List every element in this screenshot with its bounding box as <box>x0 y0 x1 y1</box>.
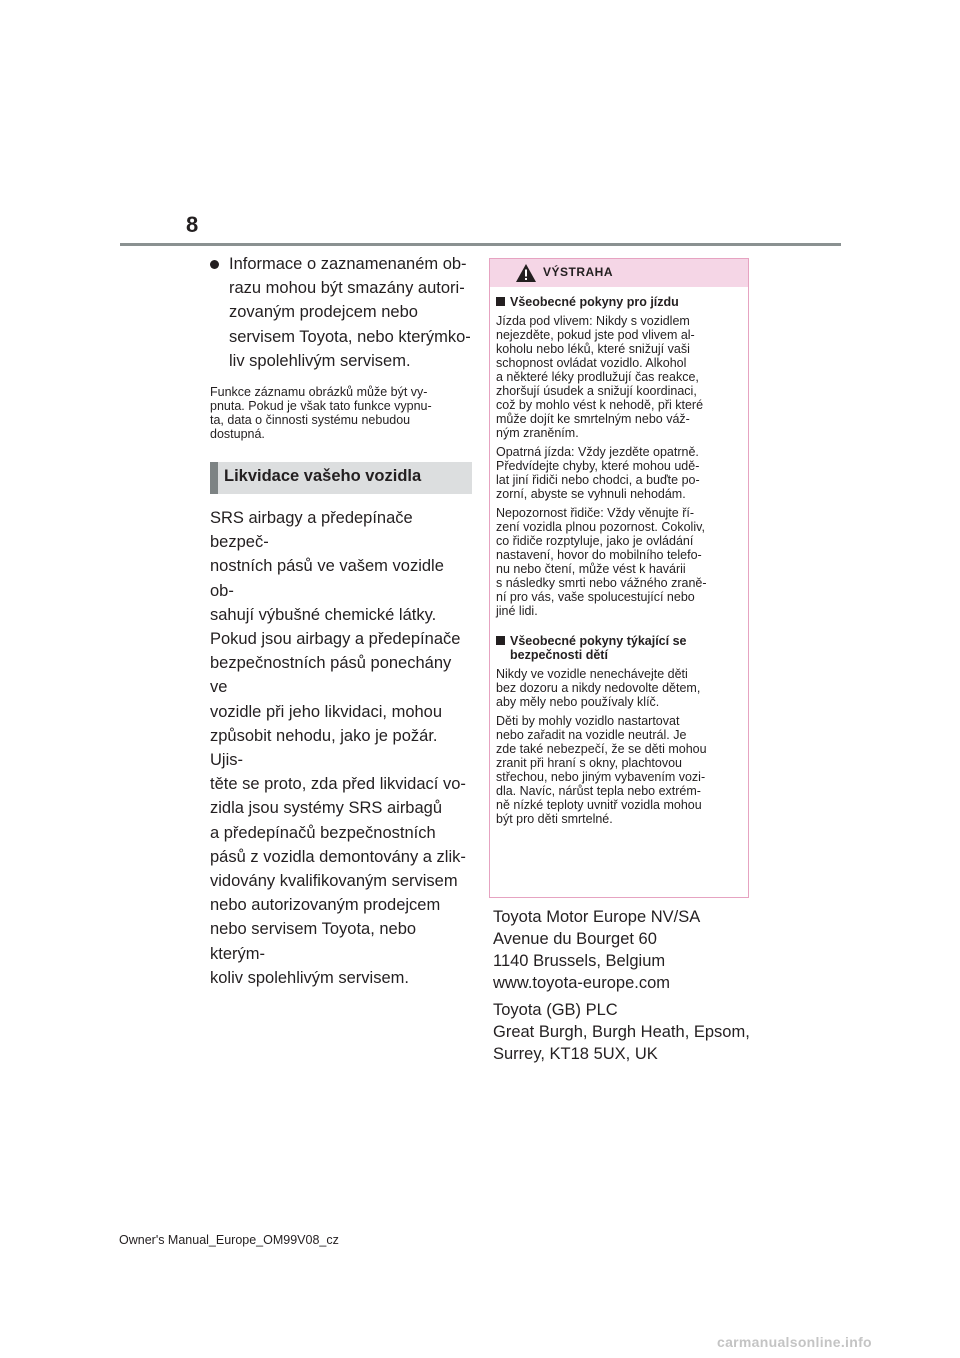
warning-line: jiné lidi. <box>496 604 538 618</box>
warning-line: ným zraněním. <box>496 426 579 440</box>
body-line: a předepínačů bezpečnostních <box>210 823 436 842</box>
body-line: vozidle při jeho likvidaci, mohou <box>210 702 443 721</box>
body-line: nebo servisem Toyota, nebo kterým- <box>210 920 417 963</box>
warning-line: nu nebo čtení, může vést k havárii <box>496 562 686 576</box>
warning-paragraph <box>496 667 742 709</box>
warning-line: schopnost ovládat vozidlo. Alkohol <box>496 356 687 370</box>
address-line: 1140 Brussels, Belgium <box>493 952 666 970</box>
footer-text: Owner's Manual_Europe_OM99V08_cz <box>119 1233 339 1247</box>
body-line: SRS airbagy a předepínače bezpeč- <box>210 509 413 552</box>
section-title: Likvidace vašeho vozidla <box>224 467 422 486</box>
disposal-paragraph <box>210 506 472 990</box>
note-line: dostupná. <box>210 427 265 442</box>
warning-line: což by mohlo vést k nehodě, při které <box>496 398 704 412</box>
address-line: Great Burgh, Burgh Heath, Epsom, <box>493 1023 750 1041</box>
warning-paragraph <box>496 714 742 826</box>
warning-line: být pro děti smrtelné. <box>496 812 613 826</box>
note-line: Funkce záznamu obrázků může být vy- <box>210 385 428 400</box>
warning-line: Jízda pod vlivem: Nikdy s vozidlem <box>496 314 690 328</box>
page-number: 8 <box>186 212 199 237</box>
warning-paragraph <box>496 445 742 501</box>
warning-content <box>490 287 748 826</box>
bullet-item <box>210 252 472 373</box>
body-line: nebo autorizovaným prodejcem <box>210 896 441 915</box>
bullet-dot-icon <box>210 260 219 269</box>
bullet-line: servisem Toyota, nebo kterýmko- <box>229 327 471 346</box>
warning-line: zde také nebezpečí, že se děti mohou <box>496 742 707 756</box>
body-line: koliv spolehlivým servisem. <box>210 968 409 987</box>
warning-box <box>489 258 749 898</box>
warning-line: aby měly nebo používaly klíč. <box>496 695 660 709</box>
body-line: nostních pásů ve vašem vozidle ob- <box>210 557 444 600</box>
address-block <box>493 906 763 1065</box>
warning-line: zení vozidla plnou pozornost. Cokoliv, <box>496 520 705 534</box>
note-line: ta, data o činnosti systému nebudou <box>210 413 411 428</box>
warning-subheading-children <box>496 634 742 662</box>
warning-line: lat jiní řidiči nebo chodci, a buďte po- <box>496 473 700 487</box>
warning-line: nejezděte, pokud jste pod vlivem al- <box>496 328 695 342</box>
note-paragraph <box>210 385 472 441</box>
left-column <box>210 252 472 990</box>
bullet-line: razu mohou být smazány autori- <box>229 279 465 298</box>
warning-line: bez dozoru a nikdy nedovolte dětem, <box>496 681 701 695</box>
bullet-line: Informace o zaznamenaném ob- <box>229 255 467 273</box>
body-line: těte se proto, zda před likvidací vo- <box>210 775 466 794</box>
warning-triangle-icon <box>515 263 537 283</box>
warning-subheading-driving <box>496 295 742 309</box>
address-line: Avenue du Bourget 60 <box>493 930 657 948</box>
warning-line: Nepozornost řidiče: Vždy věnujte ří- <box>496 506 695 520</box>
header-rule <box>120 243 841 246</box>
body-line: sahují výbušné chemické látky. <box>210 605 437 624</box>
warning-line: s následky smrti nebo vážného zraně- <box>496 576 707 590</box>
warning-line: zhoršují úsudek a snižují koordinaci, <box>496 384 697 398</box>
bullet-line: zovaným prodejcem nebo <box>229 303 418 322</box>
warning-line: Děti by mohly vozidlo nastartovat <box>496 714 680 728</box>
address-line: Toyota (GB) PLC <box>493 1001 618 1019</box>
warning-line: nastavení, hovor do mobilního telefo- <box>496 548 702 562</box>
section-heading <box>210 462 472 494</box>
body-line: způsobit nehodu, jako je požár. Ujis- <box>210 726 438 770</box>
warning-line: Opatrná jízda: Vždy jezděte opatrně. <box>496 445 699 459</box>
warning-line: co řidiče rozptyluje, jako je ovládání <box>496 534 694 548</box>
note-line: pnuta. Pokud je však tato funkce vypnu- <box>210 399 432 414</box>
section-heading-bar <box>210 462 218 494</box>
body-line: vidovány kvalifikovaným servisem <box>210 872 458 891</box>
warning-line: ně nízké teploty uvnitř vozidla mohou <box>496 798 702 812</box>
warning-line: koholu nebo léků, které snižují vaši <box>496 342 690 356</box>
subheading-line: Všeobecné pokyny týkající se <box>510 634 687 648</box>
subheading-line: bezpečnosti dětí <box>510 648 608 662</box>
body-line: pásů z vozidla demontovány a zlik- <box>210 847 466 866</box>
address-line: Toyota Motor Europe NV/SA <box>493 908 701 926</box>
warning-line: střechou, nebo jiným vybavením vozi- <box>496 770 706 784</box>
warning-title: VÝSTRAHA <box>543 265 614 279</box>
warning-line: nebo zařadit na vozidle neutrál. Je <box>496 728 687 742</box>
body-line: zidla jsou systémy SRS airbagů <box>210 799 443 818</box>
body-line: bezpečnostních pásů ponechány ve <box>210 654 452 697</box>
warning-paragraph <box>496 506 742 618</box>
square-bullet-icon <box>496 636 505 645</box>
watermark: carmanualsonline.info <box>717 1334 872 1350</box>
warning-line: zranit při hraní s okny, plachtovou <box>496 756 682 770</box>
warning-line: zorní, abyste se vyhnuli nehodám. <box>496 487 686 501</box>
warning-line: a některé léky prodlužují čas reakce, <box>496 370 699 384</box>
square-bullet-icon <box>496 297 505 306</box>
warning-line: může dojít ke smrtelným nebo váž- <box>496 412 690 426</box>
address-link[interactable]: www.toyota-europe.com <box>493 974 670 992</box>
warning-line: ní pro vás, vaše spolucestující nebo <box>496 590 695 604</box>
warning-line: Nikdy ve vozidle nenechávejte děti <box>496 667 688 681</box>
subheading-line: Všeobecné pokyny pro jízdu <box>510 295 679 309</box>
address-line: Surrey, KT18 5UX, UK <box>493 1045 658 1063</box>
bullet-line: liv spolehlivým servisem. <box>229 351 411 370</box>
warning-paragraph <box>496 314 742 440</box>
warning-line: Předvídejte chyby, které mohou udě- <box>496 459 700 473</box>
body-line: Pokud jsou airbagy a předepínače <box>210 630 461 649</box>
warning-header <box>490 259 748 287</box>
warning-line: dla. Navíc, nárůst tepla nebo extrém- <box>496 784 701 798</box>
